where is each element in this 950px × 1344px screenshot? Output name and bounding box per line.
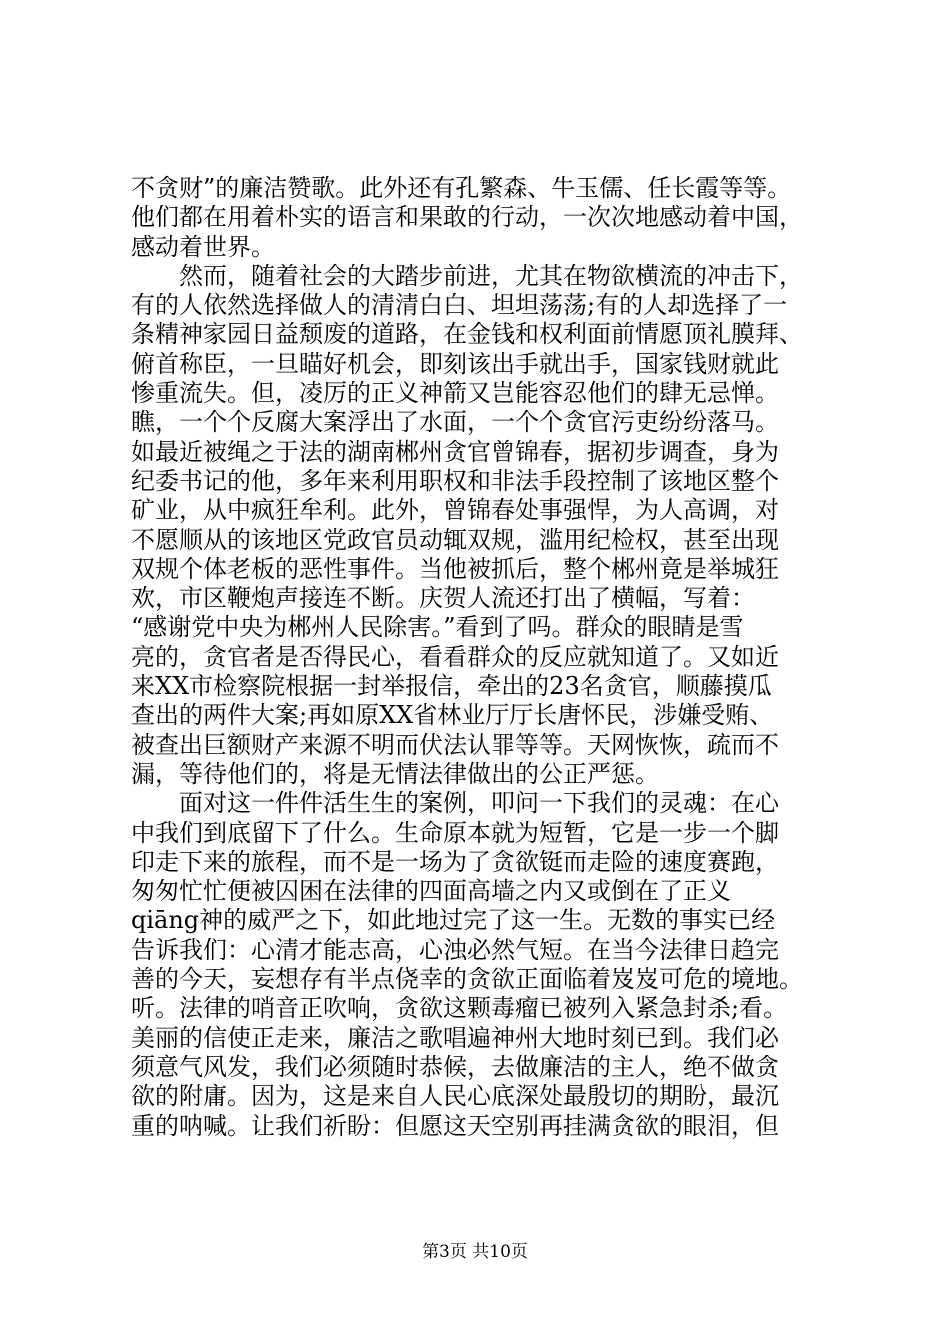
text-line: 亮的，贪官者是否得民心，看看群众的反应就知道了。又如近 xyxy=(131,642,779,671)
text-line: 惨重流失。但，凌厉的正义神箭又岂能容忍他们的肆无忌惮。 xyxy=(131,379,779,408)
text-line: 中我们到底留下了什么。生命原本就为短暂，它是一步一个脚 xyxy=(131,818,779,847)
text-line: 须意气风发，我们必须随时恭候，去做廉洁的主人，绝不做贪 xyxy=(131,1052,779,1081)
text-line: 如最近被绳之于法的湖南郴州贪官曾锦春，据初步调查，身为 xyxy=(131,437,779,466)
text-line: 条精神家园日益颓废的道路，在金钱和权利面前情愿顶礼膜拜、 xyxy=(131,320,803,349)
text-line: 瞧，一个个反腐大案浮出了水面，一个个贪官污吏纷纷落马。 xyxy=(131,408,779,437)
text-line: 矿业，从中疯狂牟利。此外，曾锦春处事强悍，为人高调，对 xyxy=(131,496,779,525)
text-line: 匆匆忙忙便被囚困在法律的四面高墙之内又或倒在了正义 xyxy=(131,877,731,906)
text-line: 不贪财”的廉洁赞歌。此外还有孔繁森、牛玉儒、任长霞等等。 xyxy=(131,174,792,202)
text-line: 双规个体老板的恶性事件。当他被抓后，整个郴州竟是举城狂 xyxy=(131,554,779,583)
text-line: “感谢党中央为郴州人民除害。”看到了吗。群众的眼睛是雪 xyxy=(131,613,744,642)
text-line: 然而，随着社会的大踏步前进，尤其在物欲横流的冲击下， xyxy=(131,261,803,290)
text-line: 他们都在用着朴实的语言和果敢的行动，一次次地感动着中国， xyxy=(131,203,803,232)
text-line: 美丽的信使正走来，廉洁之歌唱遍神州大地时刻已到。我们必 xyxy=(131,1023,779,1052)
text-line: 欲的附庸。因为，这是来自人民心底深处最殷切的期盼，最沉 xyxy=(131,1082,779,1111)
text-line: 俯首称臣，一旦瞄好机会，即刻该出手就出手，国家钱财就此 xyxy=(131,349,779,378)
text-line: 善的今天，妄想存有半点侥幸的贪欲正面临着岌岌可危的境地。 xyxy=(131,965,803,994)
text-line: 印走下来的旅程，而不是一场为了贪欲铤而走险的速度赛跑， xyxy=(131,847,779,876)
text-line: 查出的两件大案;再如原XX省林业厅厅长唐怀民，涉嫌受贿、 xyxy=(131,701,774,730)
text-line: 来XX市检察院根据一封举报信，牵出的23名贪官，顺藤摸瓜 xyxy=(131,672,772,701)
text-line: 面对这一件件活生生的案例，叩问一下我们的灵魂：在心 xyxy=(131,789,779,818)
text-line: 有的人依然选择做人的清清白白、坦坦荡荡;有的人却选择了一 xyxy=(131,291,788,320)
text-line: 重的呐喊。让我们祈盼：但愿这天空别再挂满贪欲的眼泪，但 xyxy=(131,1111,779,1140)
text-line: 被查出巨额财产来源不明而伏法认罪等等。天网恢恢，疏而不 xyxy=(131,730,779,759)
text-line: 漏，等待他们的，将是无情法律做出的公正严惩。 xyxy=(131,759,659,788)
body-text xyxy=(131,174,831,1141)
text-line: 感动着世界。 xyxy=(131,232,275,261)
text-line: 欢，市区鞭炮声接连不断。庆贺人流还打出了横幅，写着： xyxy=(131,584,755,613)
text-line: qiāng神的威严之下，如此地过完了这一生。无数的事实已经 xyxy=(131,906,776,935)
page-footer: 第3页 共10页 xyxy=(422,1242,528,1262)
text-line: 告诉我们：心清才能志高，心浊必然气短。在当今法律日趋完 xyxy=(131,935,779,964)
text-line: 不愿顺从的该地区党政官员动辄双规，滥用纪检权，甚至出现 xyxy=(131,525,779,554)
text-line: 听。法律的哨音正吹响，贪欲这颗毒瘤已被列入紧急封杀;看。 xyxy=(131,994,788,1023)
text-line: 纪委书记的他，多年来利用职权和非法手段控制了该地区整个 xyxy=(131,466,779,495)
